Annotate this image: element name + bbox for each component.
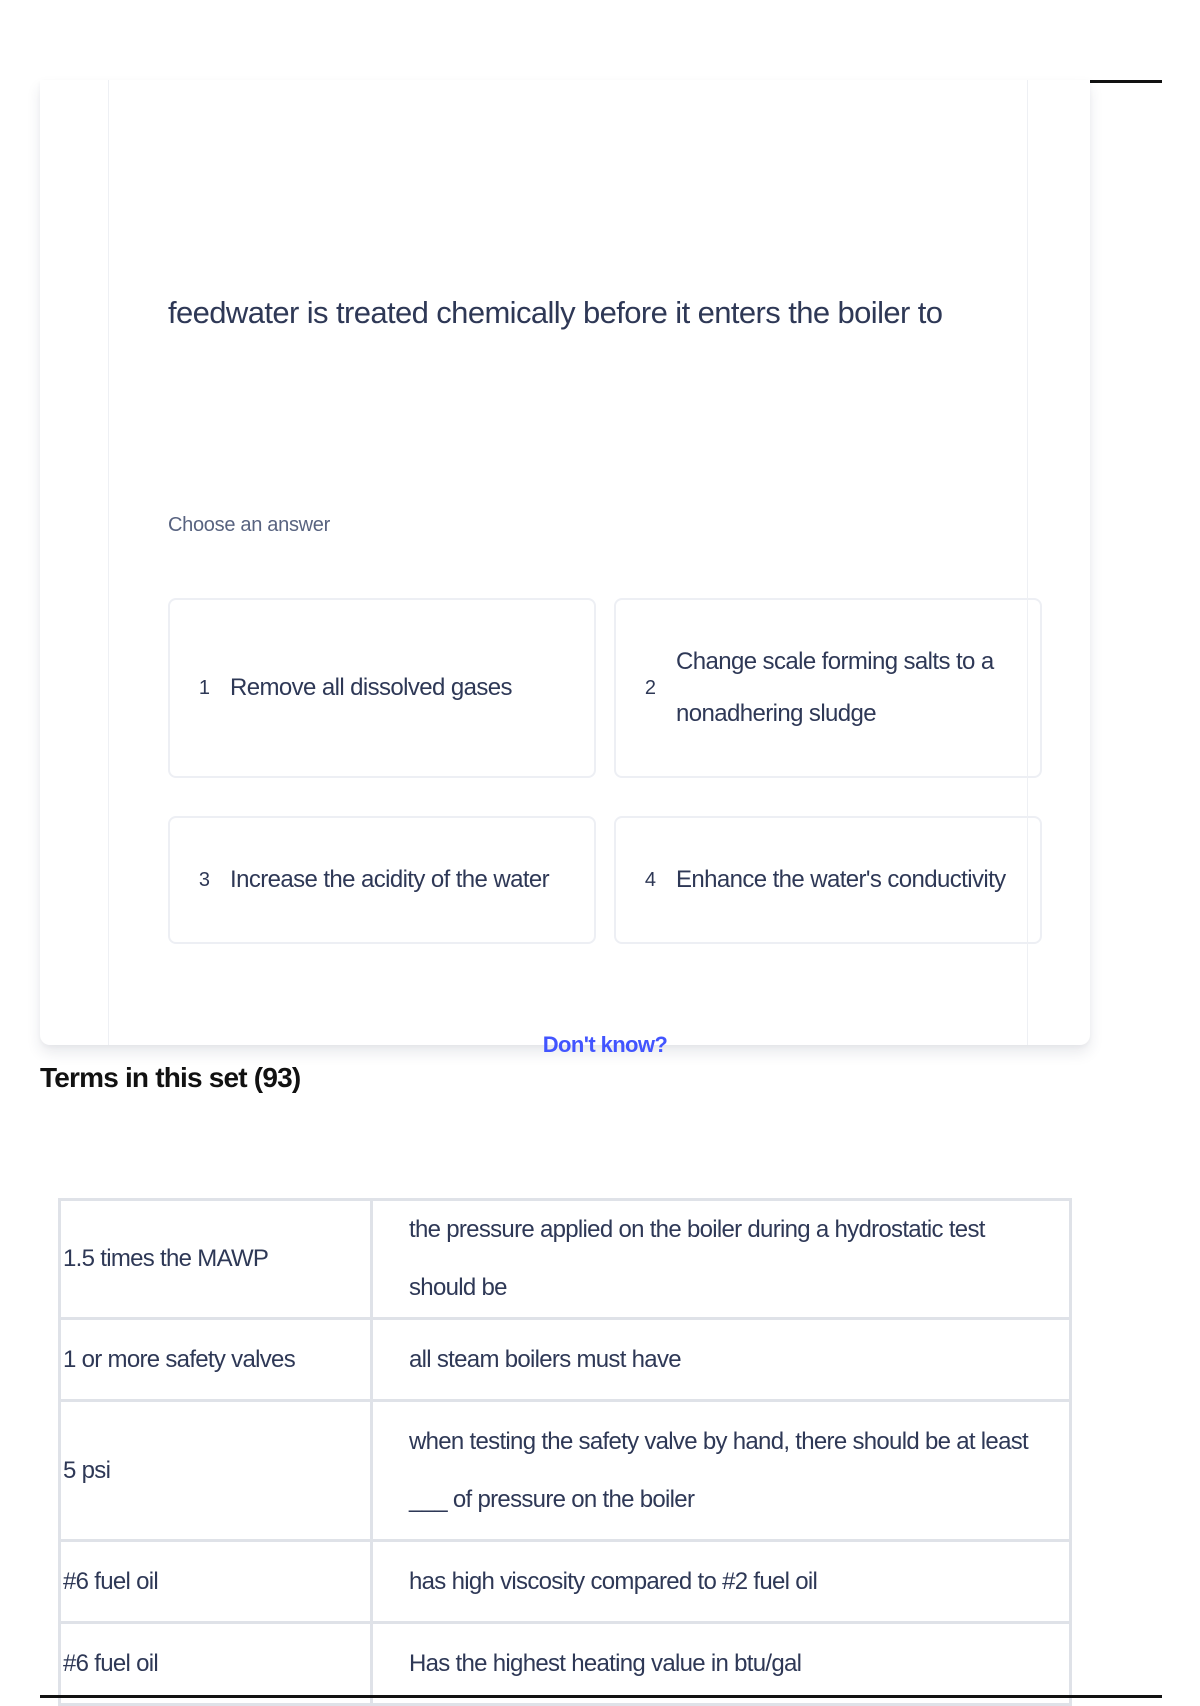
question-card [40,80,1090,1057]
definition-cell: Has the highest heating value in btu/gal [372,1623,1071,1705]
bottom-divider [40,1695,1162,1698]
terms-heading: Terms in this set (93) [40,1062,301,1093]
terms-table [58,1198,1072,1706]
term-row [60,1319,1071,1401]
term-cell: 1.5 times the MAWP [60,1200,372,1319]
term-row [60,1623,1071,1705]
option-number: 3 [198,868,210,891]
option-number: 4 [644,868,656,891]
top-divider [1090,80,1162,83]
answer-instruction: Choose an answer [168,514,330,536]
question-prompt: feedwater is treated chemically before it enters the boiler to [168,295,943,330]
definition-cell: the pressure applied on the boiler during a hydrostatic test should be [372,1200,1071,1319]
definition-cell: when testing the safety valve by hand, there should be at least ___ of pressure on the boiler [372,1401,1071,1541]
option-text: Change scale forming salts to a nonadhering sludge [676,648,994,727]
answer-option-1[interactable] [168,598,596,778]
answer-option-2[interactable] [614,598,1042,778]
term-cell: #6 fuel oil [60,1623,372,1705]
option-number: 2 [644,676,656,699]
term-cell: 1 or more safety valves [60,1319,372,1401]
answer-option-4[interactable] [614,816,1042,944]
dont-know-link[interactable]: Don't know? [542,1032,668,1057]
definition-cell: all steam boilers must have [372,1319,1071,1401]
definition-cell: has high viscosity compared to #2 fuel oil [372,1541,1071,1623]
term-cell: #6 fuel oil [60,1541,372,1623]
answer-option-3[interactable] [168,816,596,944]
option-number: 1 [198,676,210,699]
option-text: Enhance the water's conductivity [676,866,1006,893]
option-text: Increase the acidity of the water [230,866,550,893]
option-text: Remove all dissolved gases [230,674,512,701]
term-cell: 5 psi [60,1401,372,1541]
term-row [60,1200,1071,1319]
term-row [60,1401,1071,1541]
term-row [60,1541,1071,1623]
